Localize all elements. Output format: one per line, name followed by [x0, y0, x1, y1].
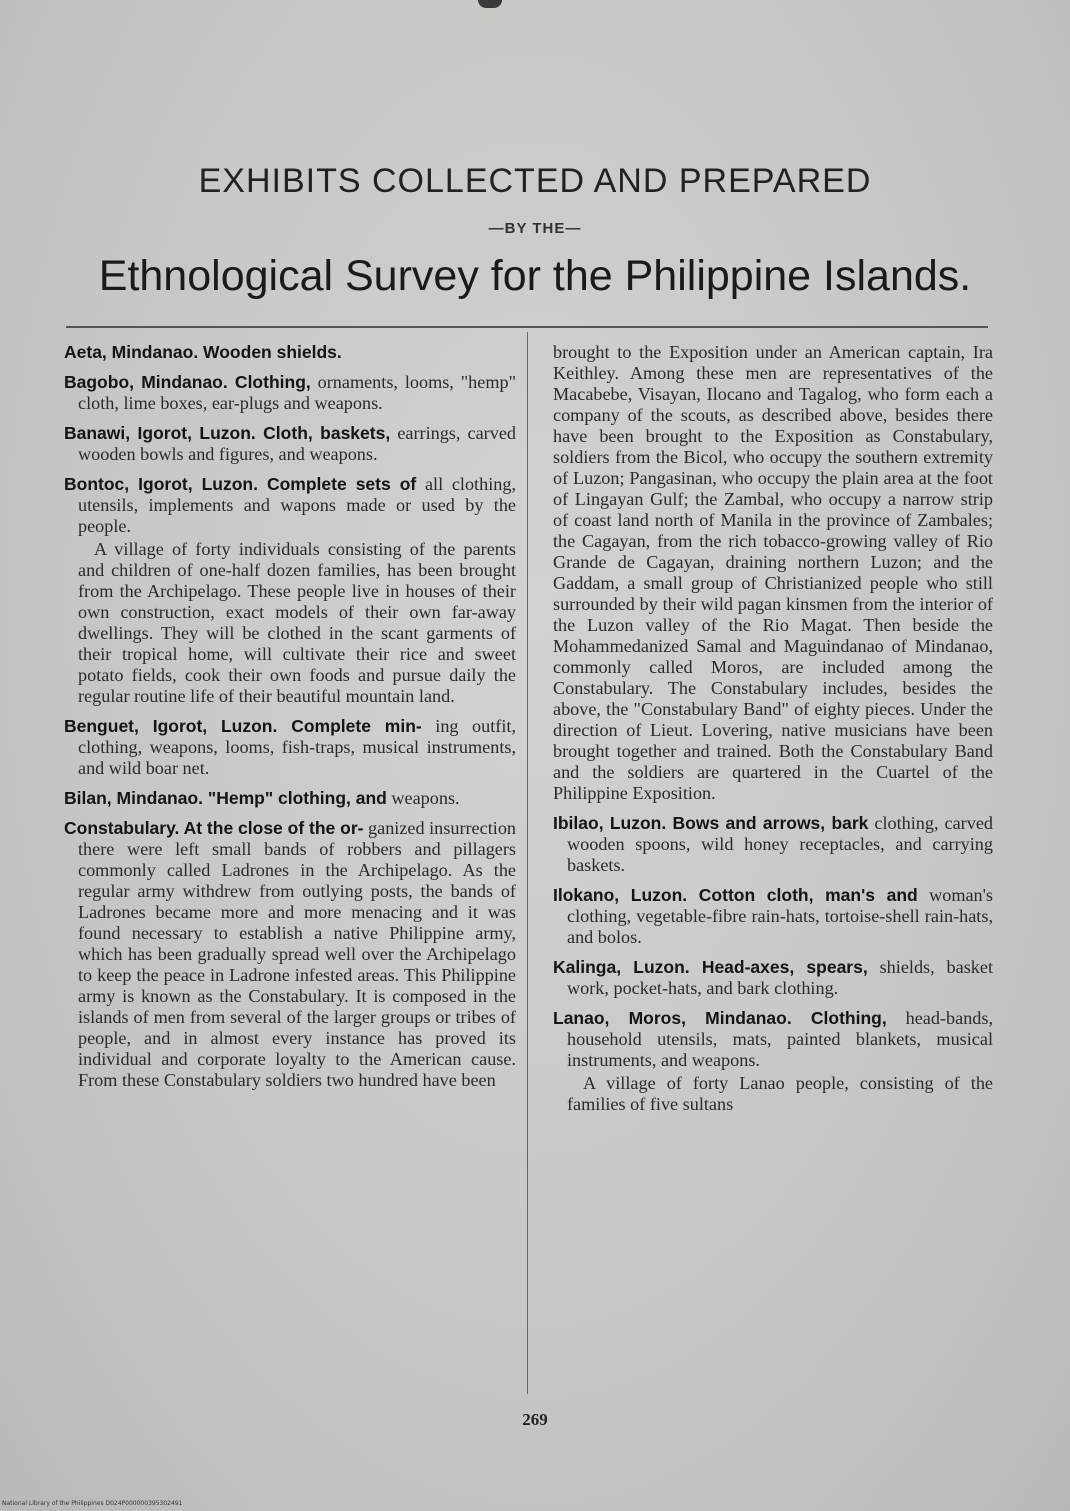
entry-body: weapons. [391, 788, 460, 808]
lanao-village-paragraph: A village of forty Lanao people, consisting of the families of five sultans [567, 1073, 993, 1114]
entry-body: head-bands, household utensils, mats, painted blankets, musical instruments, and weapons. [567, 1008, 994, 1070]
header-title-line1: EXHIBITS COLLECTED AND PREPARED [198, 162, 872, 200]
entry-head: Lanao, Moros, Mindanao. Clothing, [553, 1008, 887, 1028]
right-column [553, 342, 993, 1119]
entry-head: Aeta, Mindanao. Wooden shields. [64, 342, 342, 362]
header-rule [66, 326, 988, 328]
entry-ilokano [553, 885, 993, 948]
entry-aeta [64, 342, 516, 363]
entry-lanao [553, 1008, 993, 1071]
entry-head: Bilan, Mindanao. "Hemp" clothing, and [64, 788, 387, 808]
entry-benguet [64, 716, 516, 779]
entry-constabulary [64, 818, 516, 1091]
entry-body: all clothing, utensils, implements and wapons made or used by the people. [78, 474, 516, 536]
entry-kalinga [553, 957, 993, 999]
entry-bontoc [64, 474, 516, 537]
header-title-main: Ethnological Survey for the Philippine Islands. [98, 252, 972, 300]
entry-body: shields, basket work, pocket-hats, and bark clothing. [567, 957, 993, 998]
constabulary-continuation: brought to the Exposition under an American captain, Ira Keithley. Among these men are representatives of the Macabebe, Visayan, Ilocano and Tagalog, who form each a company of the scouts, as described above, besides there have been brought to the Exposition as Constabulary, soldiers from the Bicol, who occupy the southern extremity of Luzon; Pangasinan, who occupy the plain area at the foot of Lingayan Gulf; the Zambal, who occupy a narrow strip of coast land north of Manila in the province of Zambales; the Cagayan, from the rich tobacco-growing valley of Rio Grande de Cagayan, draining northern Luzon; and the Gaddam, a small group of Christianized people who still surrounded by their wild pagan kinsmen from the interior of the Luzon valley of the Rio Magat. Then beside the Mohammedanized Samal and Maguindanao of Mindanao, commonly called Moros, are included among the Constabulary. The Constabulary includes, besides the above, the "Constabulary Band" of eighty pieces. Under the direction of Lieut. Lovering, native musicians have been brought together and trained. Both the Constabulary Band and the soldiers are quartered in the Cuartel of the Philippine Exposition. [553, 342, 993, 803]
entry-head: Kalinga, Luzon. Head-axes, spears, [553, 957, 868, 977]
entry-bagobo [64, 372, 516, 414]
entry-head: Benguet, Igorot, Luzon. Complete min- [64, 716, 422, 736]
entry-body: ornaments, looms, "hemp" cloth, lime boxes, ear-plugs and weapons. [78, 372, 516, 413]
entry-body: clothing, carved wooden spoons, wild honey receptacles, and carrying baskets. [567, 813, 993, 875]
binding-mark [478, 0, 502, 8]
entry-bilan [64, 788, 516, 809]
left-column [64, 342, 516, 1100]
entry-head: Ilokano, Luzon. Cotton cloth, man's and [553, 885, 918, 905]
entry-banawi [64, 423, 516, 465]
entry-head: Constabulary. At the close of the or- [64, 818, 364, 838]
entry-head: Bagobo, Mindanao. Clothing, [64, 372, 311, 392]
page-number: 269 [522, 1410, 548, 1429]
entry-head: Bontoc, Igorot, Luzon. Complete sets of [64, 474, 417, 494]
entry-ibilao [553, 813, 993, 876]
entry-body: ing outfit, clothing, weapons, looms, fish-traps, musical instruments, and wild boar net. [78, 716, 516, 778]
library-footer: National Library of the Philippines D024P000000395302491 [2, 1500, 183, 1507]
entry-head: Ibilao, Luzon. Bows and arrows, bark [553, 813, 869, 833]
entry-body: ganized insurrection there were left small bands of robbers and pillagers commonly called Ladrones in the Archipelago. As the regular army withdrew from outlying posts, the bands of Ladrones became more and more menacing and it was found necessary to establish a native Philippine army, which has been gradually spread well over the Archipelago to keep the peace in Ladrone infested areas. This Philippine army is known as the Constabulary. It is composed in the islands of men from several of the larger groups or tribes of people, and in almost every instance has proved its individual and corporate loyalty to the American cause. From these Constabulary soldiers two hundred have been [78, 818, 517, 1090]
bontoc-village-paragraph: A village of forty individuals consisting of the parents and children of one-half dozen families, has been brought from the Archipelago. These people live in houses of their own construction, exact models of their own far-away dwellings. They will be clothed in the scant garments of their tropical home, will cultivate their rice and sweet potato fields, cook their own foods and pursue daily the regular routine life of their beautiful mountain land. [78, 539, 516, 706]
column-divider [527, 332, 528, 1394]
entry-body: woman's clothing, vegetable-fibre rain-hats, tortoise-shell rain-hats, and bolos. [567, 885, 993, 947]
entry-head: Banawi, Igorot, Luzon. Cloth, baskets, [64, 423, 391, 443]
header-by-the: —BY THE— [488, 220, 582, 237]
entry-body: earrings, carved wooden bowls and figures, and weapons. [78, 423, 516, 464]
